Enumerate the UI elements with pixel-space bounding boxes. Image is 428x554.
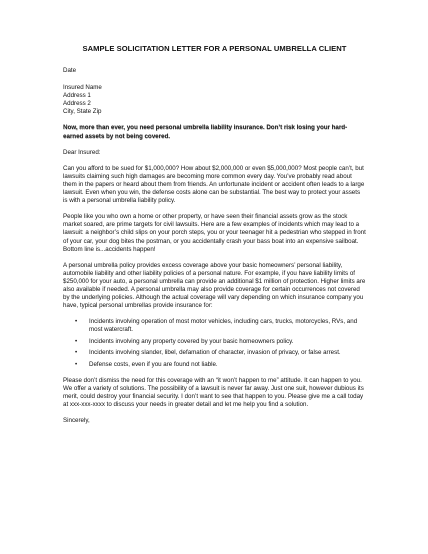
letter-title: SAMPLE SOLICITATION LETTER FOR A PERSONAL UMBRELLA CLIENT (82, 44, 347, 53)
coverage-list (63, 318, 366, 369)
bullet-icon: • (75, 337, 78, 345)
list-item (75, 337, 366, 346)
date-line: Date (63, 67, 77, 74)
recipient-address (63, 84, 366, 116)
list-item-text: Incidents involving any property covered by your basic homeowners policy. (89, 337, 294, 345)
address-city-state-zip: City, State Zip (63, 107, 102, 115)
list-item (75, 349, 366, 357)
closing-paragraph: Please don’t dismiss the need for this coverage with an “it won’t happen to me” attitude. It can happen to you. We offer a variety of solutions. The possibility of a lawsuit is never far away. Just one suit, however dubious its merit, could destroy your financial security. I don’t want to see that happen to you. Please give me a call today at xxx-xxx-xxxx to discuss your needs in greater detail and let me help you find a solution. (63, 376, 364, 409)
bullet-icon: • (75, 349, 78, 357)
address-name: Insured Name (63, 83, 102, 91)
list-item-text: Defense costs, even if you are found not liable. (89, 360, 218, 368)
body-paragraph-3: A personal umbrella policy provides excess coverage above your basic homeowners’ personal liability, automobile liability and other liability policies of a personal nature. For example, if you have liability limits of $250,000 for your auto, a personal umbrella can provide an additional $1 million of protection. Higher limits are also available if needed. A personal umbrella may also provide coverage for certain occurrences not covered by the underlying policies. Although the actual coverage will vary depending on which insurance company you have, typical personal umbrellas provide insurance for: (63, 261, 366, 310)
address-line-1: Address 1 (63, 91, 91, 99)
list-item-text: Incidents involving slander, libel, defamation of character, invasion of privacy, or false arrest. (89, 349, 341, 357)
headline-statement: Now, more than ever, you need personal umbrella liability insurance. Don’t risk losing your hard-earned assets by not being covered. (63, 124, 348, 140)
body-paragraph-1: Can you afford to be sued for $1,000,000? How about $2,000,000 or even $5,000,000? Most people can’t, but lawsuits claiming such high damages are becoming more common every day. You’ve probably read about them in the papers or heard about them from friends. An unfortunate incident or accident often leads to a large lawsuit. Even when you win, the defense costs alone can be substantial. The best way to protect your assets is with a personal umbrella liability policy. (63, 164, 365, 205)
body-paragraph-2: People like you who own a home or other property, or have seen their financial assets grow as the stock market soared, are prime targets for civil lawsuits. Here are a few examples of incidents which may lead to a lawsuit: a neighbor’s child slips on your porch steps, you or your teenager hit a pedestrian who stepped in front of your car, your dog bites the postman, or you accidentally crash your bass boat into an expensive sailboat. Bottom line is...accidents happen! (63, 213, 366, 253)
address-line-2: Address 2 (63, 99, 91, 107)
list-item-text: Incidents involving operation of most motor vehicles, including cars, trucks, motorcycles, RVs, and most watercraft. (89, 318, 358, 334)
list-item (75, 360, 366, 369)
list-item (75, 318, 366, 334)
bullet-icon: • (75, 360, 78, 368)
signoff: Sincerely, (63, 417, 90, 425)
salutation: Dear Insured: (63, 148, 101, 156)
bullet-icon: • (75, 318, 78, 326)
